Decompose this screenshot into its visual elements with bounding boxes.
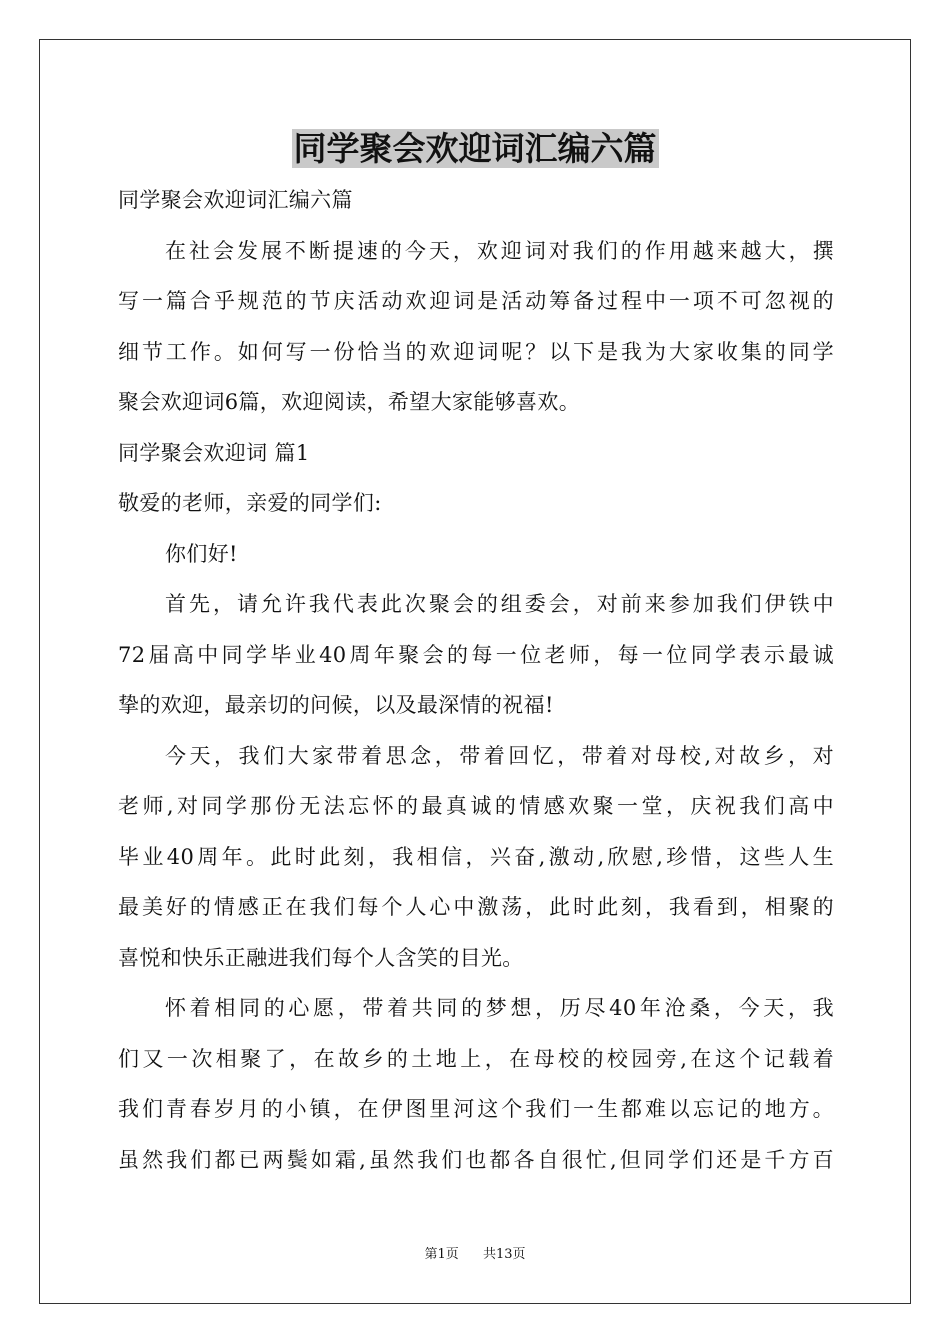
text-line: 写一篇合乎规范的节庆活动欢迎词是活动筹备过程中一项不可忽视的 [118, 289, 834, 313]
text-line: 细节工作。如何写一份恰当的欢迎词呢？以下是我为大家收集的同学 [118, 339, 834, 364]
text-line: 挚的欢迎，最亲切的问候，以及最深情的祝福! [118, 693, 554, 717]
text-line: 你们好! [165, 541, 238, 566]
document-title-text: 同学聚会欢迎词汇编六篇 [293, 129, 657, 168]
text-line: 怀着相同的心愿，带着共同的梦想，历尽40年沧桑，今天，我 [165, 996, 834, 1020]
document-title [0, 127, 950, 171]
text-line: 今天，我们大家带着思念，带着回忆，带着对母校,对故乡，对 [165, 743, 834, 768]
text-line: 老师,对同学那份无法忘怀的最真诚的情感欢聚一堂，庆祝我们高中 [118, 794, 834, 818]
page-footer [0, 1246, 950, 1264]
text-line: 虽然我们都已两鬓如霜,虽然我们也都各自很忙,但同学们还是千方百 [118, 1147, 834, 1172]
text-line: 在社会发展不断提速的今天，欢迎词对我们的作用越来越大，撰 [165, 238, 834, 263]
text-line: 72届高中同学毕业40周年聚会的每一位老师，每一位同学表示最诚 [118, 642, 834, 667]
text-line: 最美好的情感正在我们每个人心中激荡，此时此刻，我看到，相聚的 [118, 895, 834, 919]
text-line: 聚会欢迎词6篇，欢迎阅读，希望大家能够喜欢。 [118, 390, 581, 414]
text-line: 敬爱的老师，亲爱的同学们: [118, 491, 382, 515]
page-number: 第1页 [424, 1247, 459, 1262]
text-line: 们又一次相聚了，在故乡的土地上，在母校的校园旁,在这个记载着 [118, 1046, 834, 1071]
text-line: 毕业40周年。此时此刻，我相信，兴奋,激动,欣慰,珍惜，这些人生 [118, 844, 834, 869]
text-line: 同学聚会欢迎词汇编六篇 [118, 188, 353, 212]
text-line: 首先，请允许我代表此次聚会的组委会，对前来参加我们伊铁中 [165, 592, 834, 616]
text-line: 喜悦和快乐正融进我们每个人含笑的目光。 [118, 945, 524, 970]
page-total: 共13页 [483, 1247, 526, 1262]
text-line: 我们青春岁月的小镇，在伊图里河这个我们一生都难以忘记的地方。 [118, 1097, 834, 1121]
document-body [118, 175, 834, 1185]
text-line: 同学聚会欢迎词 篇1 [118, 440, 310, 465]
